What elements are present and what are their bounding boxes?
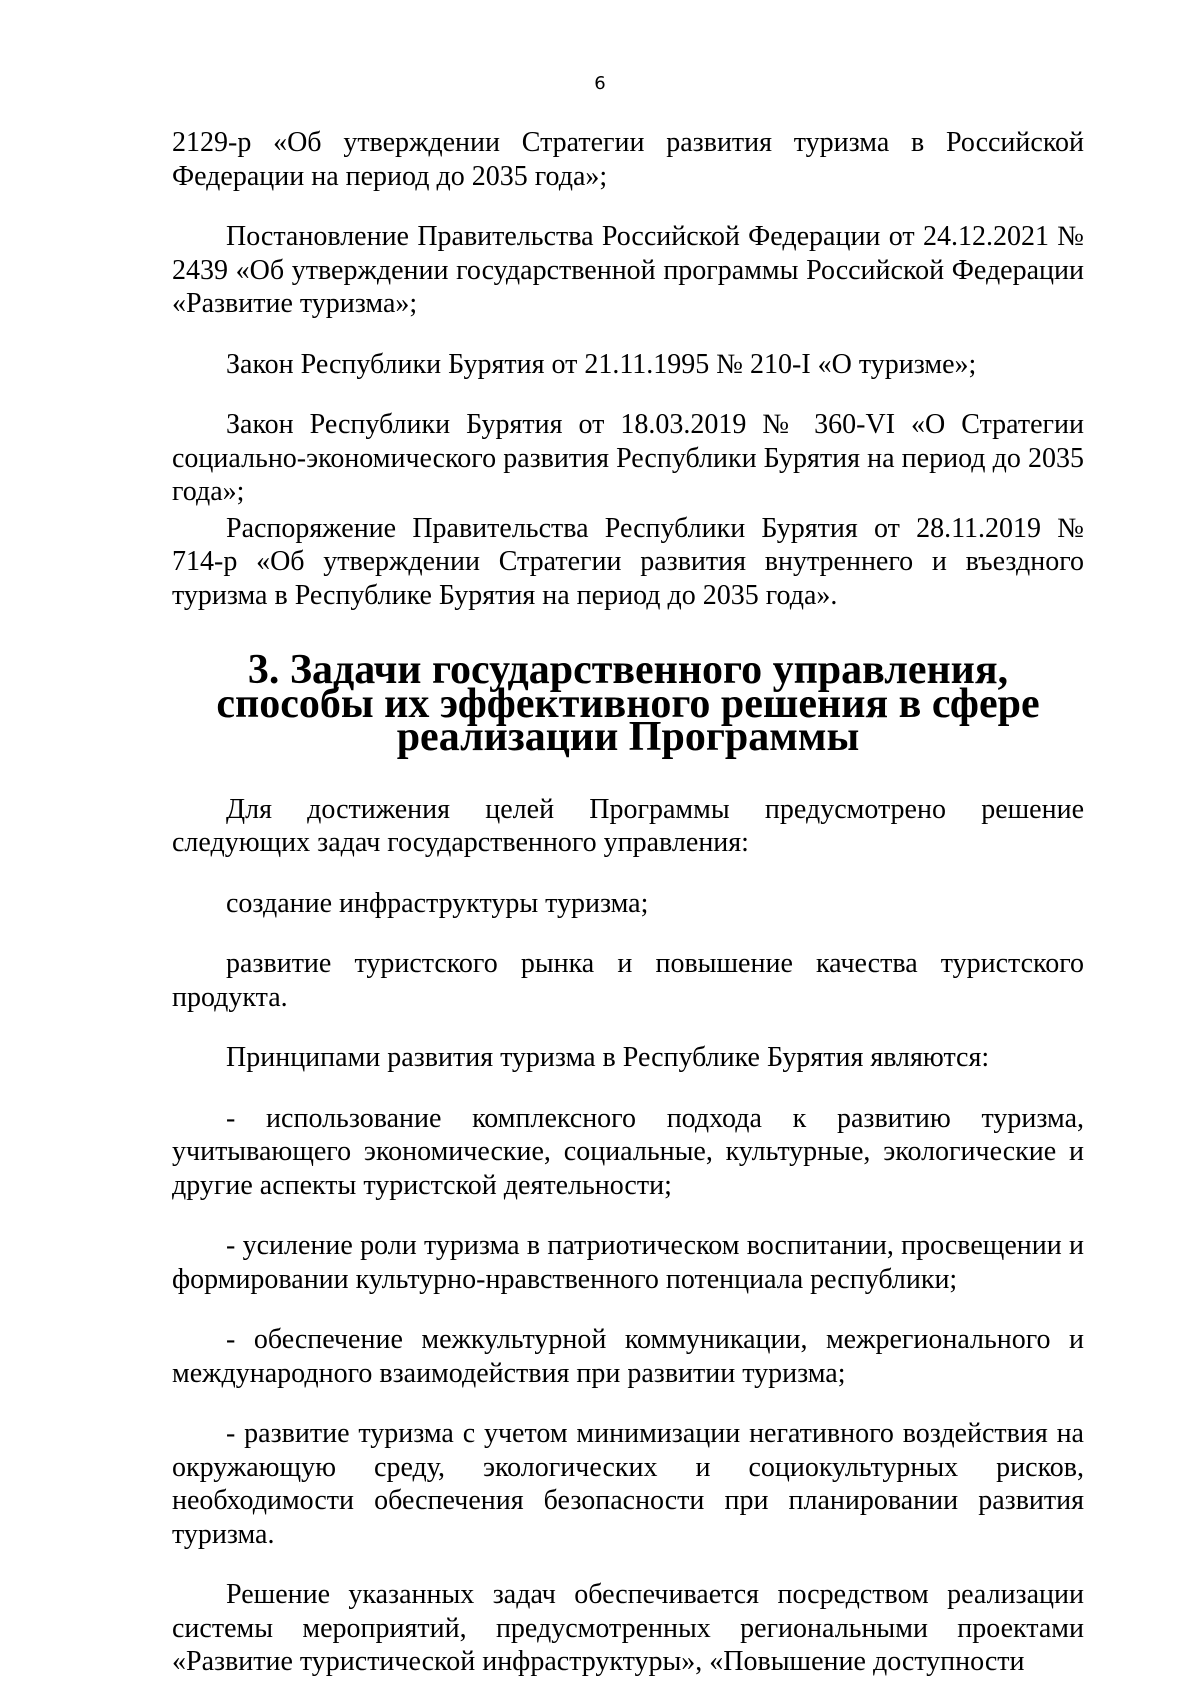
paragraph-solution-regional-projects: Решение указанных задач обеспечивается посредством реализации системы мероприятий, предусмотренных региональными проектами «Развитие туристической инфраструктуры», «Повышение доступности xyxy=(172,1579,1084,1677)
paragraph-task-infrastructure: создание инфраструктуры туризма; xyxy=(226,887,649,919)
document-body xyxy=(172,126,1084,1679)
paragraph-principles-intro: Принципами развития туризма в Республике Бурятия являются: xyxy=(226,1042,990,1073)
paragraph-principle-intercultural: - обеспечение межкультурной коммуникации, межрегионального и международного взаимодействия при развитии туризма; xyxy=(172,1324,1084,1389)
paragraph-principle-environment: - развитие туризма с учетом минимизации негативного воздействия на окружающую среду, экологических и социокультурных рисков, необходимости обеспечения безопасности при планировании развития туризма. xyxy=(172,1418,1084,1550)
paragraph-law-210-i: Закон Республики Бурятия от 21.11.1995 № 210-I «О туризме»; xyxy=(226,348,977,380)
paragraph-principle-patriotic-education: - усиление роли туризма в патриотическом воспитании, просвещении и формировании культурно-нравственного потенциала республики; xyxy=(172,1230,1084,1295)
paragraph-goals-intro: Для достижения целей Программы предусмотрено решение следующих задач государственного управления: xyxy=(172,793,1084,858)
paragraph-law-360-vi: Закон Республики Бурятия от 18.03.2019 № 360-VI «О Стратегии социально-экономического развития Республики Бурятия на период до 2035 года»; xyxy=(172,409,1084,507)
paragraph-principle-complex-approach: - использование комплексного подхода к развитию туризма, учитывающего экономические, социальные, культурные, экологические и другие аспекты туристской деятельности; xyxy=(172,1102,1084,1201)
paragraph-task-market: развитие туристского рынка и повышение качества туристского продукта. xyxy=(172,948,1084,1013)
page-number: 6 xyxy=(594,73,606,94)
section-heading: 3. Задачи государственного управления, способы их эффективного решения в сфере реализации Программы xyxy=(216,647,1040,760)
paragraph-strategy-2035-continuation: 2129-р «Об утверждении Стратегии развития туризма в Российской Федерации на период до 2035 года»; xyxy=(172,127,1084,192)
paragraph-government-decree-2439: Постановление Правительства Российской Федерации от 24.12.2021 № 2439 «Об утверждении государственной программы Российской Федерации «Развитие туризма»; xyxy=(172,221,1084,319)
paragraph-order-714-r: Распоряжение Правительства Республики Бурятия от 28.11.2019 № 714-р «Об утверждении Стратегии развития внутреннего и въездного туризма в Республике Бурятия на период до 2035 года». xyxy=(172,512,1084,611)
